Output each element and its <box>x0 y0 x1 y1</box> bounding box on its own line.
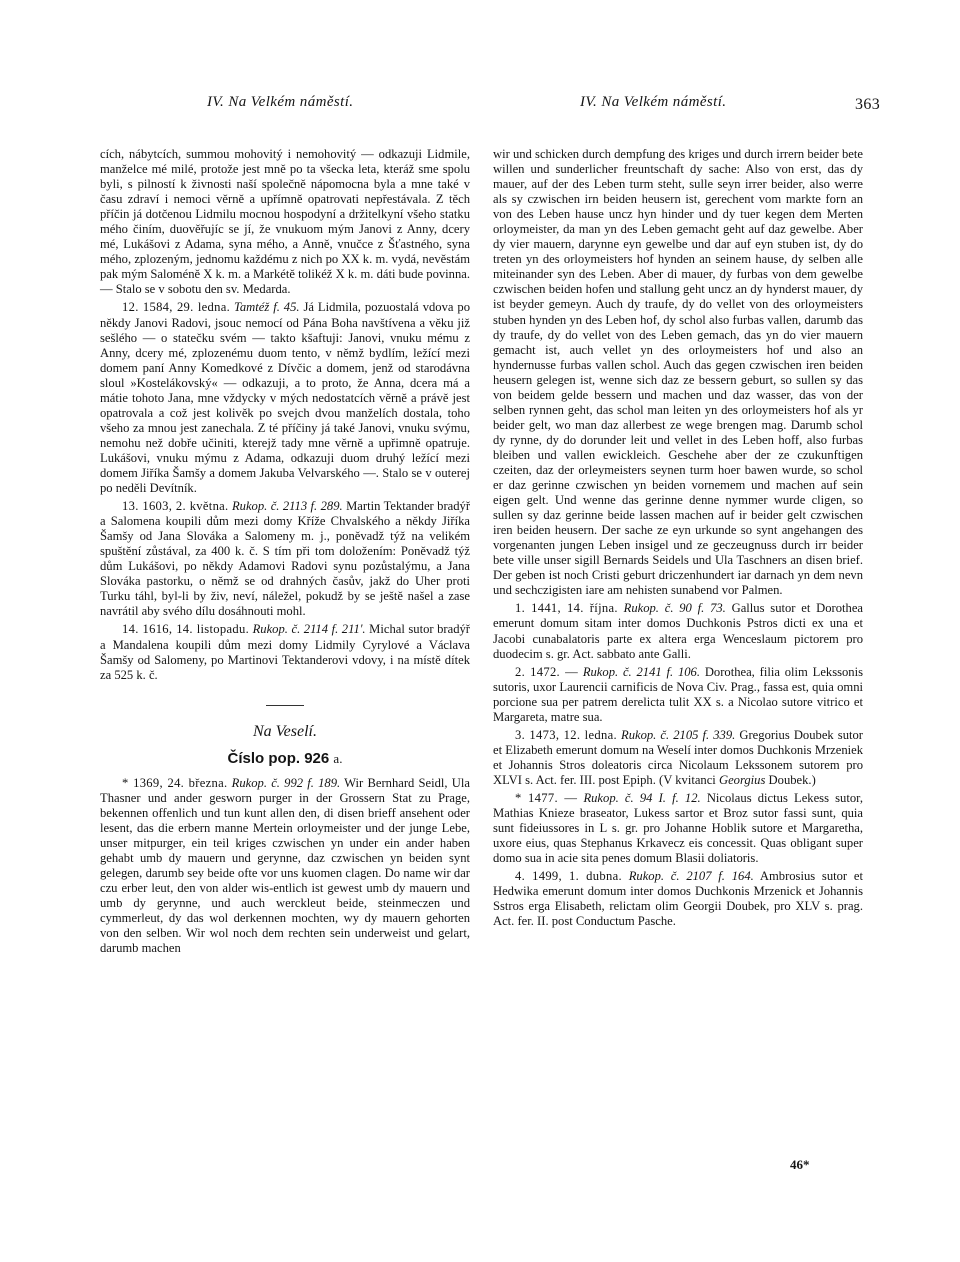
entry-text: Ambrosius sutor et Hedwika emerunt domum inter domos Duchkonis Mrzenick et Johannis Sstros erga Elisabeth, relictam olim Georgii Doubek, pro XLV s. prag. Act. fer. II. post Conductum Pasche. <box>493 869 863 929</box>
entry-date: 1. 1441, 14. října. <box>515 601 618 616</box>
entry-source: Rukop. č. 2105 f. 339. <box>621 727 736 742</box>
entry-source: Rukop. č. 2114 f. 211'. <box>252 622 366 637</box>
entry-date: * 1477. — <box>515 790 578 805</box>
right-column <box>493 147 863 929</box>
paragraph-continuation: wir und schicken durch dempfung des kriges und durch irrern beider bete willen und sunderlicher freuntschaft dy sache: Also von erst, das dy mauer, auf der des Leben turm steht, sulle seyn irrer beider, also werre als sy czwischen irn beiden heusern ist, gerechent vom markte forn an von des Leben hause uncz hyn hinder und dy tuer kegen dem Merten orloymeister, da man yn des Leben gemacht geht auf daz gewelbe. Aber dy vier mauern, darynne eyn gewelbe und dar auf eyn stuben ist, dy do treten yn des orloymeisters hof hynden an seinem hause, dy selben alle miteinander syn des Leben. Aber di mauer, dy furbas von dem gewelbe czwischen beiden hofen und stallung geht uncz an dy hynderst mauer, dy ist beyder gemeyn. Auch dy traufe, dy do vellet von des orloymeisters stuben hynden yn des Leben hof, dy schol also furbas vallen, darumb das dy traufe, dy do vellet von des Leben gemach, das yn do vier mauern gemacht ist, auch vellet yn des orloymeisters hof und also an hyndernusse furbas vallen schol. Auch das gegen czwischen iren beiden heusern gelegen ist, wenne sich daz ze bessern geburt, so sullen sy das von beidem gelde bessern und machen und daz wasser, das von der selben rynnen geht, das schol man leiten yn des orloymeisters hof als yr beider gelt, wo man daz allerbest ze wege brengen mag. Darumb schol dy rynne, dy do dorunder leit und vellet in des Leben hoff, also furbas bleiben und vallen ewickleich. Geschehe aber der ze czukunftigen czeiten, daz der orleymeisters seynen turm hoer bawen wurde, so schol er daz gerinne czwischen yn beiden vornemem und machen auf sein eigen gelt. Und wenne das gerinne denne nymmer wurde cligen, so sullen sy daz gerinne beide lassen machen auf ir beider gelt czwischen iren beiden heusern. Der sache ze eyn urkunde so synt angehangen des vorgenanten jungen Leben insigel und ze geczeugnuss durch irr beider bete ville unser sigill Bernards Seidels und Ula Taschners an disen brief. Der geben ist noch Cristi geburt driczenhundert iar darnach yn dem nevn und sechczigisten iare am nehisten sunabend vor Palmen. <box>493 147 863 598</box>
page-number: 363 <box>855 96 881 113</box>
entry-source: Rukop. č. 992 f. 189. <box>231 775 341 790</box>
entry-text: Nicolaus dictus Lekess sutor, Mathias Knieze braseator, Lukess sartor et Broz sutor fassi sunt, quia sunt fideiussores in L s. gr. pro Johanne Hoblik sutore et Margaretha, uxore eius, quas Stephanus Krkavecz eis concessit. Quas obligant super domo sua in acie sita penes domum Blasii doliatoris. <box>493 790 863 866</box>
entry-text: Dorothea, filia olim Lekssonis sutoris, uxor Laurencii carnificis de Nova Civ. Prag., fassa est, quia omni porcione sua per patrem derelicta tulit XX s. a Nicolao sutore vitrico et Margareta, matre sua. <box>493 664 863 724</box>
running-head-left: IV. Na Velkém náměstí. <box>207 94 354 110</box>
entry-text: Já Lidmila, pozuostalá vdova po někdy Janovi Radovi, jsouc nemocí od Pána Boha navštívena a věku již sešlého — o statečku svém — takto kšaftuji: Janovi, vnuku mému z Anny, dcery mé, zplozenému duom tento, v němž bydlím, ležící mezi domem paní Anny Komedkové z Dívčic a domem, jenž od starodávna sloul »Kostelákovský« — odkazuji, a to proto, že Anna, dcera má a mátie tohoto Jana, mne vždycky v mých nedostatcích věrně a právě jest opatrovala a což jest kolivěk po svejch dvou manželích dostala, toho všeho za mnou jest zanechala. Z té příčiny já také Janovi, vnuku svýmu, nemohu než dobře učiniti, kterejž tady mne věrně a upřimně opatruje. Lukášovi, vnuku mýmu z Adama, odkazuji duom druhý ležící mezi domem Jiříka Šamšy a domem Jakuba Velvarského —. Stalo se v outerej po neděli Devítník. <box>100 300 471 496</box>
entry-text: Gregorius Doubek sutor et Elizabeth emerunt domum na Weselí inter domos Duchkonis Mrzeniek et Johannis Stros doleatoris circa Nicolaum Lekssonem sutorem pro XLVI s. Act. fer. III. post Epiph. (V kvitanci <box>493 727 863 787</box>
house-number: Číslo pop. 926 <box>227 749 330 767</box>
entry-date: 3. 1473, 12. ledna. <box>515 727 617 742</box>
entry-text: Gallus sutor et Dorothea emerunt domum sitam inter domos Duchkonis Pstros dicti ex una et Jacobi cunabalatoris parte ex altera erga Wenceslaum pictorem pro duodecim s. gr. Act. sabbato ante Galli. <box>493 601 864 661</box>
house-number-suffix: a. <box>333 750 343 766</box>
entry-1477 <box>493 791 863 866</box>
entry-1369 <box>100 776 470 957</box>
entry-italic-name: Georgius <box>718 772 766 787</box>
entry-date: 13. 1603, 2. května. <box>122 499 229 514</box>
entry-4 <box>493 869 863 929</box>
entry-date: * 1369, 24. března. <box>122 775 228 790</box>
entry-source: Rukop. č. 2107 f. 164. <box>628 869 754 884</box>
entry-14 <box>100 622 470 682</box>
section-title: Na Veselí. <box>253 722 317 740</box>
entry-source: Tamtéž f. 45. <box>234 300 300 315</box>
entry-source: Rukop. č. 94 I. f. 12. <box>583 790 701 805</box>
left-column <box>100 147 470 956</box>
entry-date: 2. 1472. — <box>515 664 578 679</box>
entry-12 <box>100 300 470 496</box>
entry-date: 12. 1584, 29. ledna. <box>122 300 231 315</box>
entry-source: Rukop. č. 90 f. 73. <box>623 601 726 616</box>
entry-source: Rukop. č. 2113 f. 289. <box>231 499 343 514</box>
entry-13 <box>100 499 470 619</box>
section-divider <box>266 705 304 706</box>
entry-text: Martin Tektander bradýř a Salomena koupili dům mezi domy Kříže Chvalského a někdy Jiříka Šamšy od Jana Slováka a Salomeny m. j., poněvadž týž na velikém spuštění zůstával, za 400 k. č. S tím při tom doložením: Poněvadž týž dům Lukášovi, po někdy Adamovi Radovi synu pozůstalýmu, a Jana Slováka pastorku, o němž se od drahných časův, jakž do Uher proti Turku táhl, byl-li by živ, neví, náležel, pokudž by se ještě našel a zase navrátil aby svého dílu dosáhnouti mohl. <box>100 499 471 619</box>
entry-text-end: Doubek.) <box>768 772 816 787</box>
house-number-heading <box>100 751 470 766</box>
entry-date: 4. 1499, 1. dubna. <box>515 869 622 884</box>
running-head-right: IV. Na Velkém náměstí. <box>580 94 727 110</box>
entry-3 <box>493 728 863 788</box>
entry-text: Michal sutor bradýř a Mandalena koupili dům mezi domy Lidmily Cyrylové a Václava Šamšy od Salomeny, po Martinovi Tektanderovi vdovy, i na místě dítek za 525 k. č. <box>100 622 470 682</box>
entry-text: Wir Bernhard Seidl, Ula Thasner und ander gesworn purger in der Grossern Stat zu Prage, bekennen offenlich und tun kunt allen den, di disen brieff ansehent oder lesent, das die erbern manne Mertein orloymeister und der junge Lebe, unser mitpurger, ein teil kriges czwischen yn under ein ander haben gehabt umb dy mauern und gerynne, daz czwischen yn beiden synt gelegen, darumb sey beide ofte vor uns kuomen clagen. Do name wir dar czu erber leut, den von alder wis-entlich ist gewest umb dy mauern und umb dy gerynne, und auch werckleut beide, steinmeczen und cymmerleut, dy das wol derkennen mochten, wy dy mauern gehorten von den selben. Wir wol noch dem rechten sein underweist und gelart, darumb machen <box>100 775 470 956</box>
paragraph-continuation: cích, nábytcích, summou mohovitý i nemohovitý — odkazuji Lidmile, manželce mé milé, protože jest mně po ta všecka leta, kteráž sme spolu byli, s pilností k živnosti naší společně nápomocna byla a mne také v času zdraví i nemoci věrně a upřímně opatrovati nepřestávala. Z těch příčin já dotčenou Lidmilu mocnou hospodyní a držitelkyní všeho statku mého činím, duověřujíc se jí, že vnukuom mým Janovi z Anny, dcery mé, Lukášovi z Adama, syna mého, a Anně, vnučce z Šťastného, syna mého, zplozeným, jednomu každému z nich po XX k. m. vydá, nevěstám pak mým Saloméně X k. m. a Markétě tolikéž X k. m. dáti bude povinna. — Stalo se v sobotu den sv. Medarda. <box>100 147 470 297</box>
entry-source: Rukop. č. 2141 f. 106. <box>582 664 700 679</box>
entry-2 <box>493 665 863 725</box>
entry-1 <box>493 601 863 661</box>
entry-date: 14. 1616, 14. listopadu. <box>122 622 250 637</box>
sheet-signature: 46* <box>790 1157 810 1172</box>
